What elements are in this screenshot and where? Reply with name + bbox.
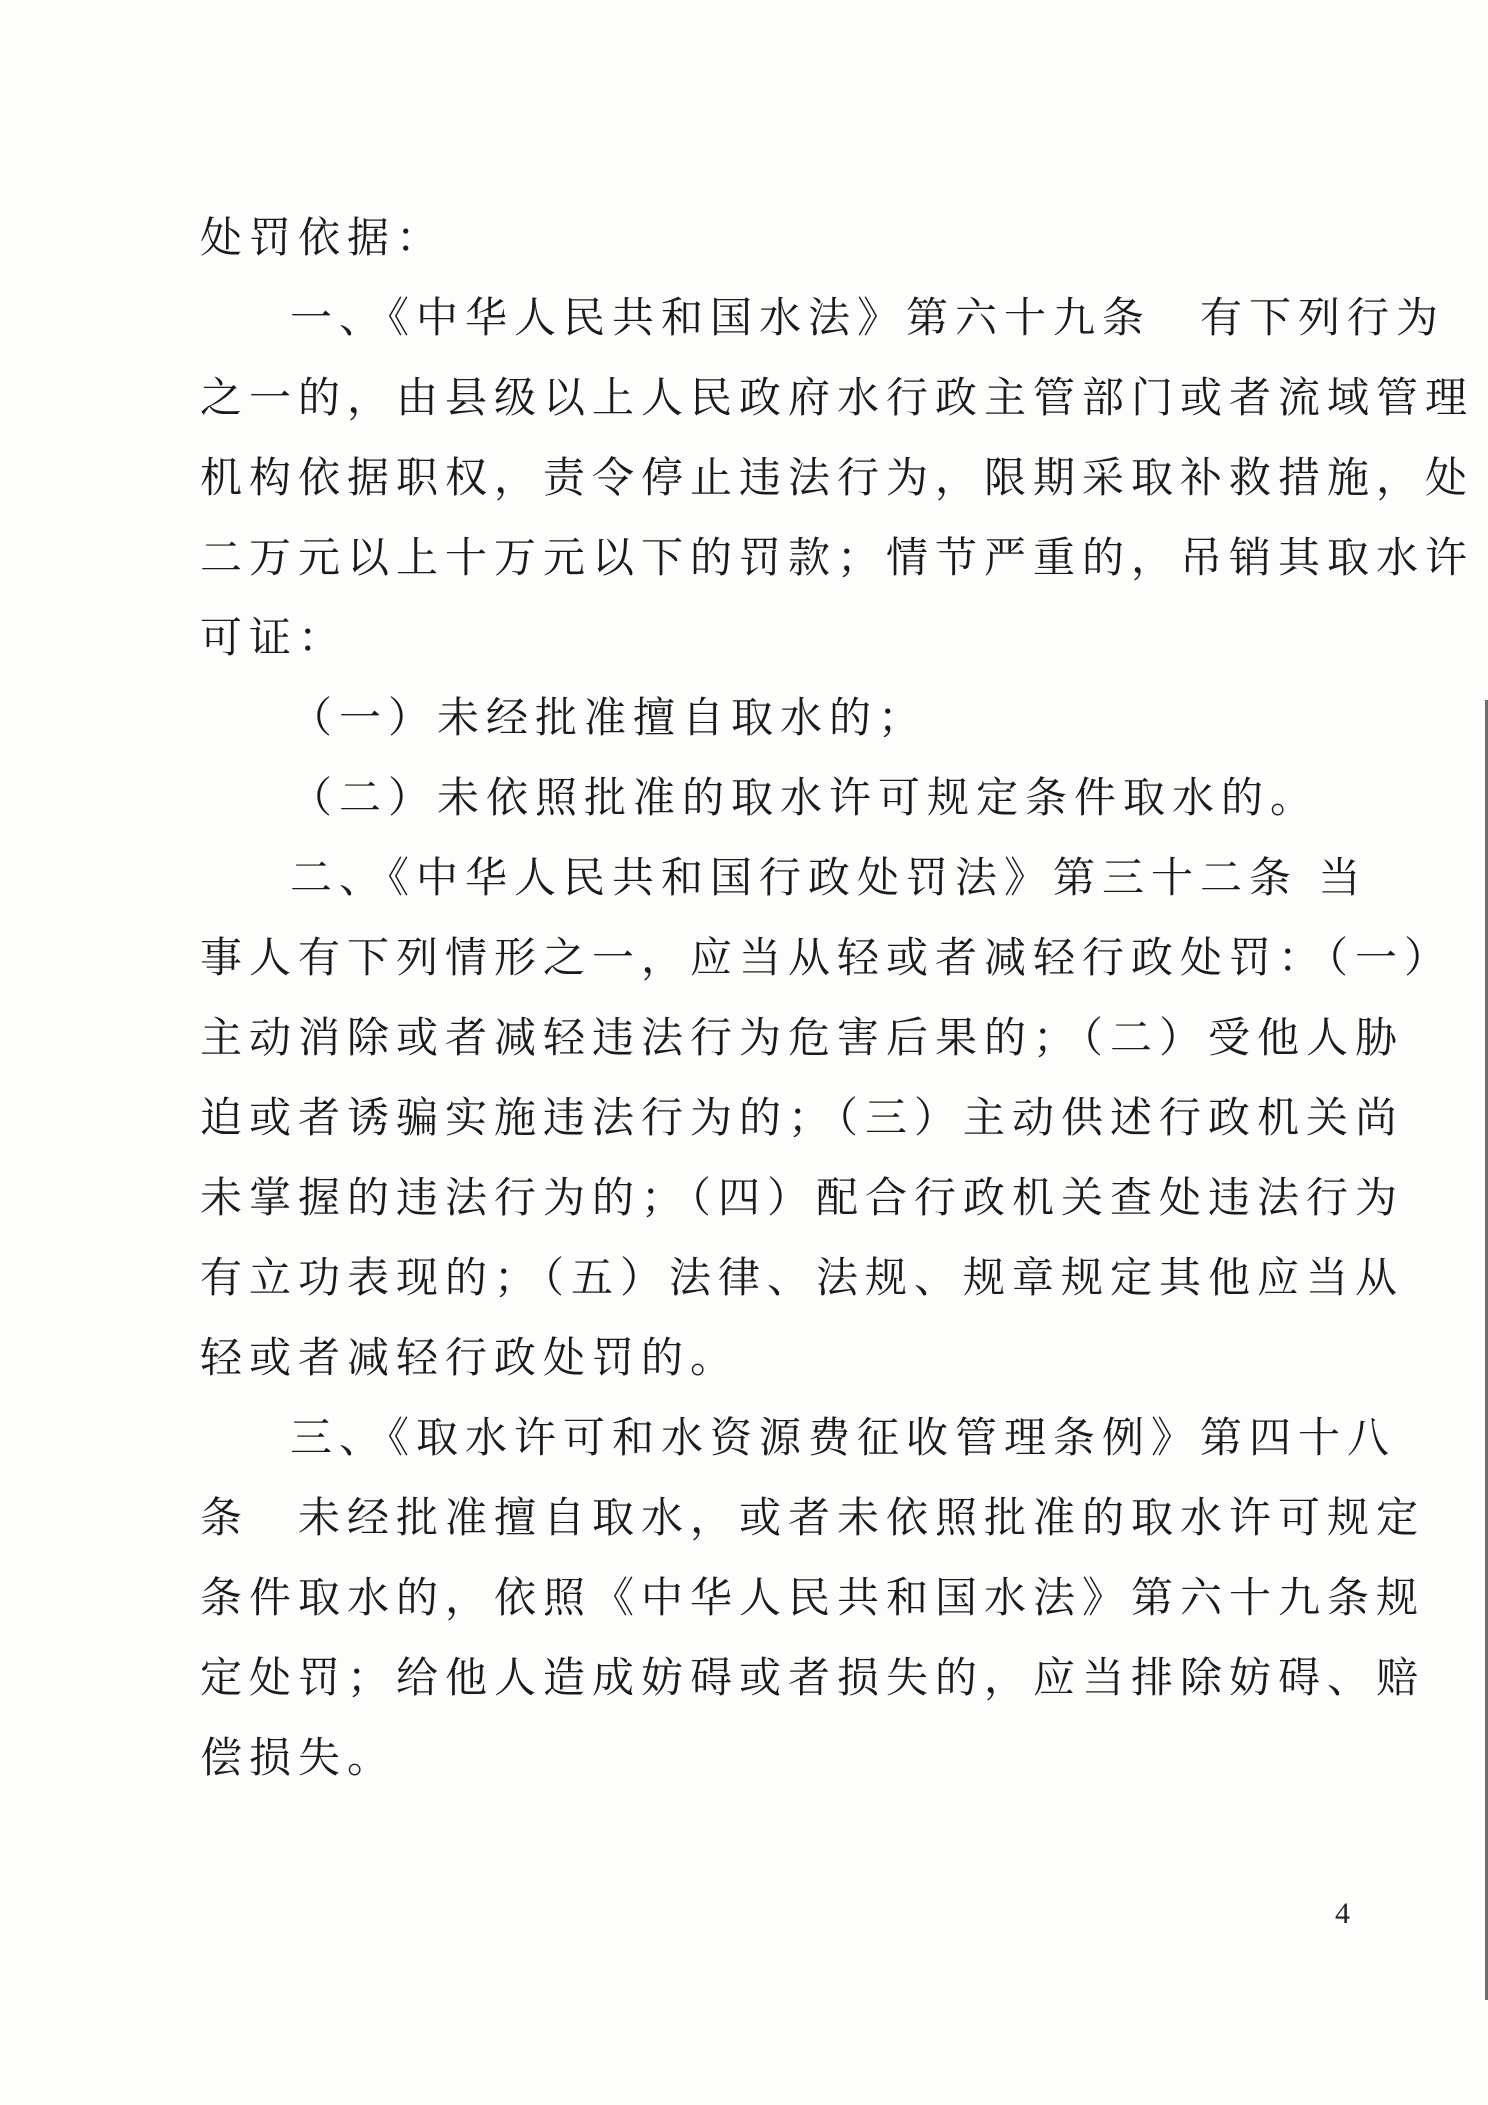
heading-penalty-basis: 处罚依据：	[200, 213, 446, 262]
article-3-line: 偿损失。	[200, 1733, 397, 1782]
article-1-item-2: （二）未依照批准的取水许可规定条件取水的。	[290, 773, 1320, 822]
article-1-line: 一、《中华人民共和国水法》第六十九条 有下列行为	[290, 293, 1446, 342]
article-2-line: 有立功表现的；（五）法律、法规、规章规定其他应当从	[200, 1253, 1405, 1302]
article-2-line: 迫或者诱骗实施违法行为的；（三）主动供述行政机关尚	[200, 1093, 1405, 1142]
article-2-line: 主动消除或者减轻违法行为危害后果的；（二）受他人胁	[200, 1013, 1405, 1062]
document-body	[200, 198, 1475, 1798]
article-1-line: 二万元以上十万元以下的罚款；情节严重的，吊销其取水许	[200, 533, 1475, 582]
article-2-line: 二、《中华人民共和国行政处罚法》第三十二条 当	[290, 853, 1368, 902]
article-2-line: 轻或者减轻行政处罚的。	[200, 1333, 740, 1382]
article-2-line: 未掌握的违法行为的；（四）配合行政机关查处违法行为	[200, 1173, 1405, 1222]
article-2-line: 事人有下列情形之一，应当从轻或者减轻行政处罚：（一）	[200, 933, 1454, 982]
article-1-item-1: （一）未经批准擅自取水的；	[290, 693, 928, 742]
article-1-line: 机构依据职权，责令停止违法行为，限期采取补救措施，处	[200, 453, 1475, 502]
page-number: 4	[1335, 1897, 1350, 1930]
article-1-line: 之一的，由县级以上人民政府水行政主管部门或者流域管理	[200, 373, 1475, 422]
article-3-line: 条 未经批准擅自取水，或者未依照批准的取水许可规定	[200, 1493, 1426, 1542]
article-3-line: 条件取水的，依照《中华人民共和国水法》第六十九条规	[200, 1573, 1426, 1622]
article-1-line: 可证：	[200, 613, 348, 662]
article-3-line: 三、《取水许可和水资源费征收管理条例》第四十八	[290, 1413, 1397, 1462]
article-3-line: 定处罚；给他人造成妨碍或者损失的，应当排除妨碍、赔	[200, 1653, 1426, 1702]
